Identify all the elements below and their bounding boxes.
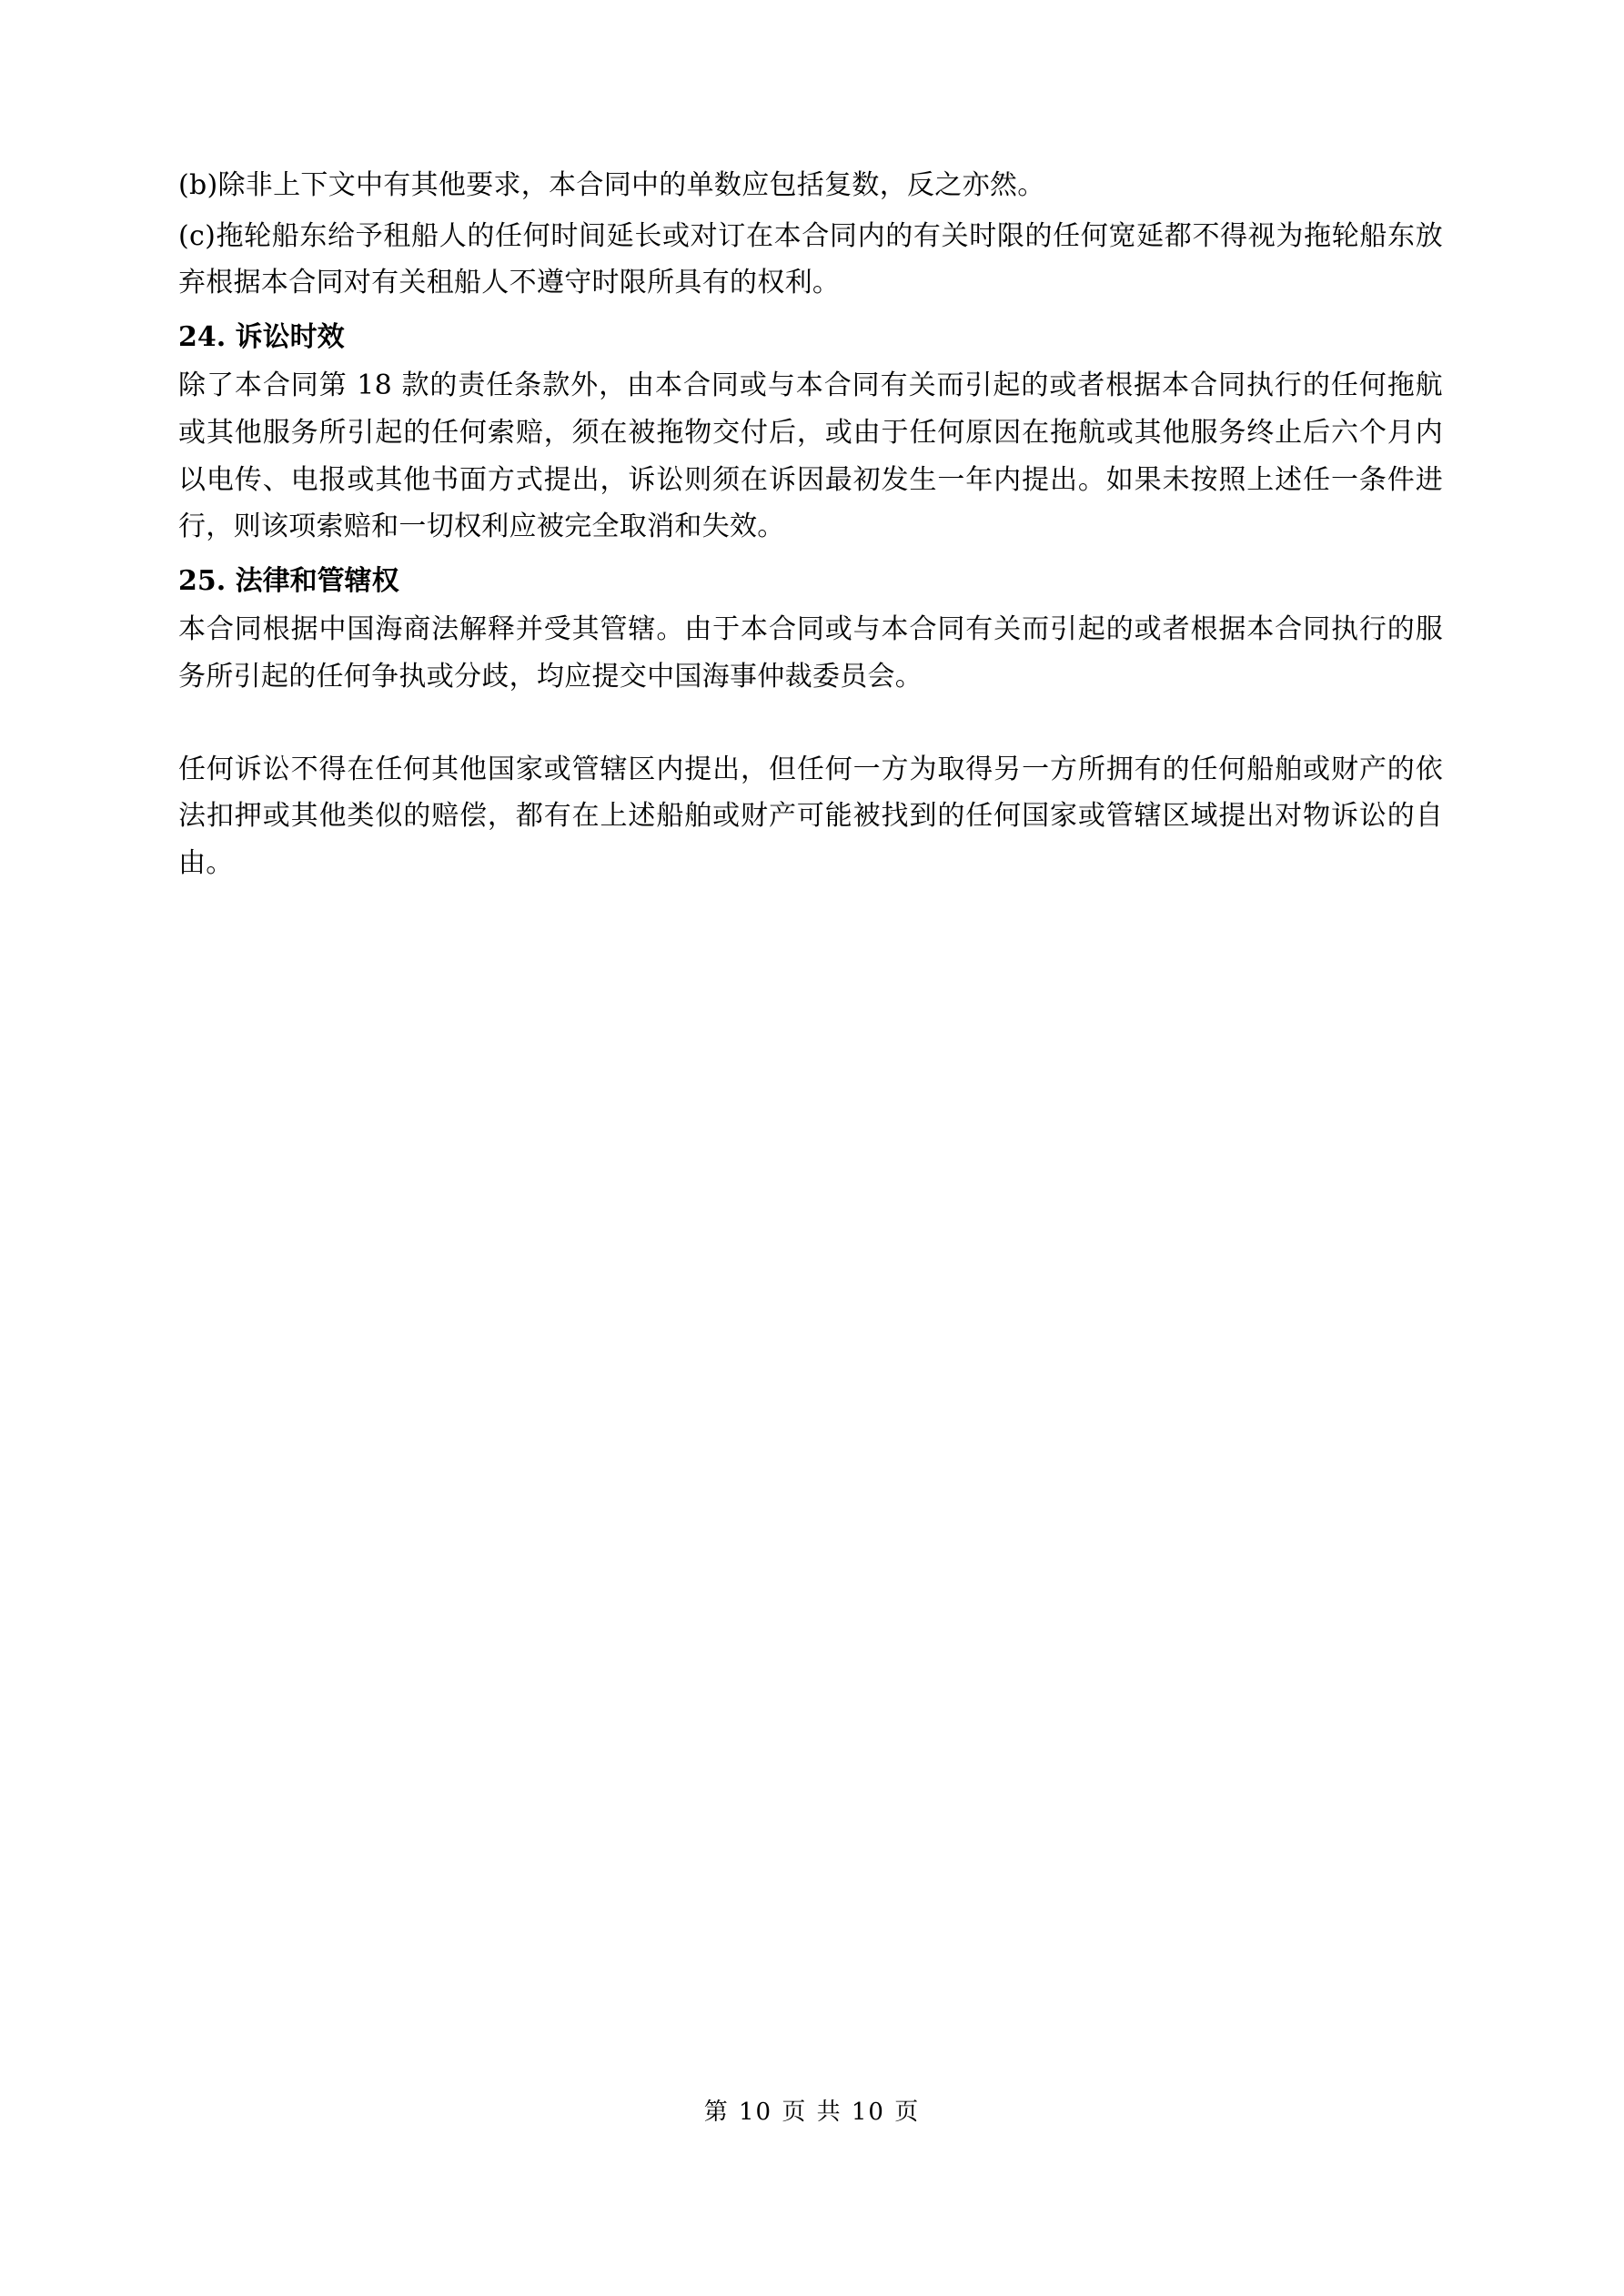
document-body	[178, 162, 1443, 890]
paragraph-clause-c: (c)拖轮船东给予租船人的任何时间延长或对订在本合同内的有关时限的任何宽延都不得视为拖轮船东放弃根据本合同对有关租船人不遵守时限所具有的权利。	[178, 219, 1443, 299]
paragraph-clause-b: (b)除非上下文中有其他要求，本合同中的单数应包括复数，反之亦然。	[178, 169, 1045, 201]
section-24-heading: 24. 诉讼时效	[178, 320, 345, 353]
section-25-body: 本合同根据中国海商法解释并受其管辖。由于本合同或与本合同有关而引起的或者根据本合同执行的服务所引起的任何争执或分歧，均应提交中国海事仲裁委员会。	[178, 613, 1443, 693]
section-24-body: 除了本合同第 18 款的责任条款外，由本合同或与本合同有关而引起的或者根据本合同执行的任何拖航或其他服务所引起的任何索赔，须在被拖物交付后，或由于任何原因在拖航或其他服务终止后六个月内以电传、电报或其他书面方式提出，诉讼则须在诉因最初发生一年内提出。如果未按照上述任一条件进行，则该项索赔和一切权利应被完全取消和失效。	[178, 369, 1443, 543]
section-25-heading: 25. 法律和管辖权	[178, 564, 399, 597]
section-25-body-continued: 任何诉讼不得在任何其他国家或管辖区内提出，但任何一方为取得另一方所拥有的任何船舶或财产的依法扣押或其他类似的赔偿，都有在上述船舶或财产可能被找到的任何国家或管辖区域提出对物诉讼的自由。	[178, 753, 1443, 879]
page-footer: 第 10 页 共 10 页	[703, 2099, 921, 2126]
paragraph-spacer	[178, 704, 1443, 746]
